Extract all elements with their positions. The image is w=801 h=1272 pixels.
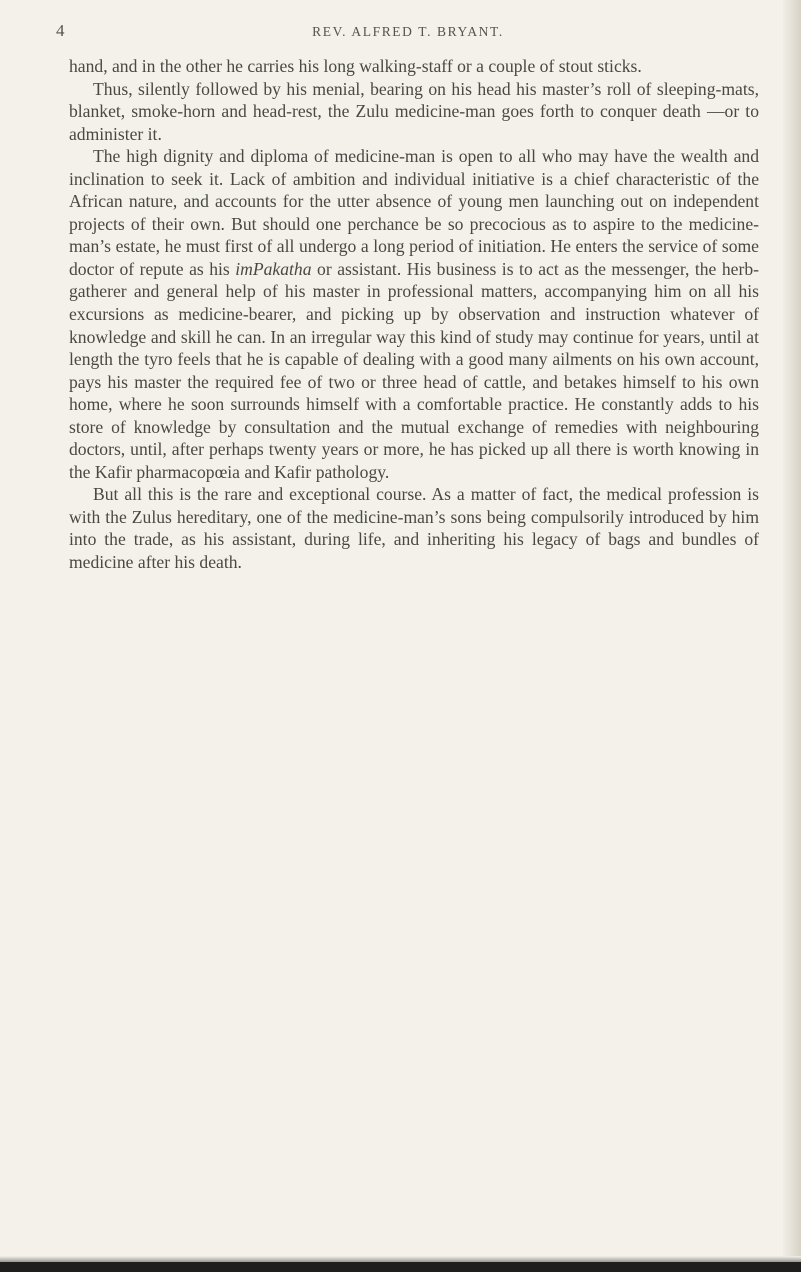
running-head: REV. ALFRED T. BRYANT. [312,24,504,39]
paragraph-1: hand, and in the other he carries his long walking-staff or a couple of stout sticks. [69,56,642,76]
italic-term: imPakatha [235,258,312,279]
paragraph-3-part-2: or assistant. His business is to act as the messenger, the herb-gatherer and general help of his master in professional matters, accompanying him on all his excursions as medicine-bearer, and picking up by observation and instruction whatever of knowledge and skill he can. In an irregular way this kind of study may continue for years, until at length the tyro feels that he is capable of dealing with a good many ailments on his own account, pays his master the required fee of two or three head of cattle, and betakes himself to his own home, where he soon surrounds himself with a comfortable practice. He constantly adds to his store of knowledge by consultation and the mutual exchange of remedies with neighbouring doctors, until, after perhaps twenty years or more, he has picked up all there is worth knowing in the Kafir pharmacopœia and Kafir pathology. [69,258,759,482]
paragraph-3 [69,145,759,483]
page-edge-shadow [783,0,801,1272]
page-header [56,20,760,44]
body-text [69,55,759,574]
paragraph-4: But all this is the rare and exceptional course. As a matter of fact, the medical profession is with the Zulus hereditary, one of the medicine-man’s sons being compulsorily introduced by him into the trade, as his assistant, during life, and inheriting his legacy of bags and bundles of medicine after his death. [69,484,759,573]
paragraph-3-part-1: The high dignity and diploma of medicine-man is open to all who may have the wealth and inclination to seek it. Lack of ambition and individual initiative is a chief characteristic of the African nature, and accounts for the utter absence of young men launching out on independent projects of their own. But should one perchance be so precocious as to aspire to the medicine-man’s estate, he must first of all undergo a long period of initiation. He enters the service of some doctor of repute as his [69,146,759,279]
page-number: 4 [56,21,65,40]
scan-bottom-border [0,1262,801,1272]
paragraph-2: Thus, silently followed by his menial, bearing on his head his master’s roll of sleeping-mats, blanket, smoke-horn and head-rest, the Zulu medicine-man goes forth to conquer death —or to administer it. [69,78,759,144]
